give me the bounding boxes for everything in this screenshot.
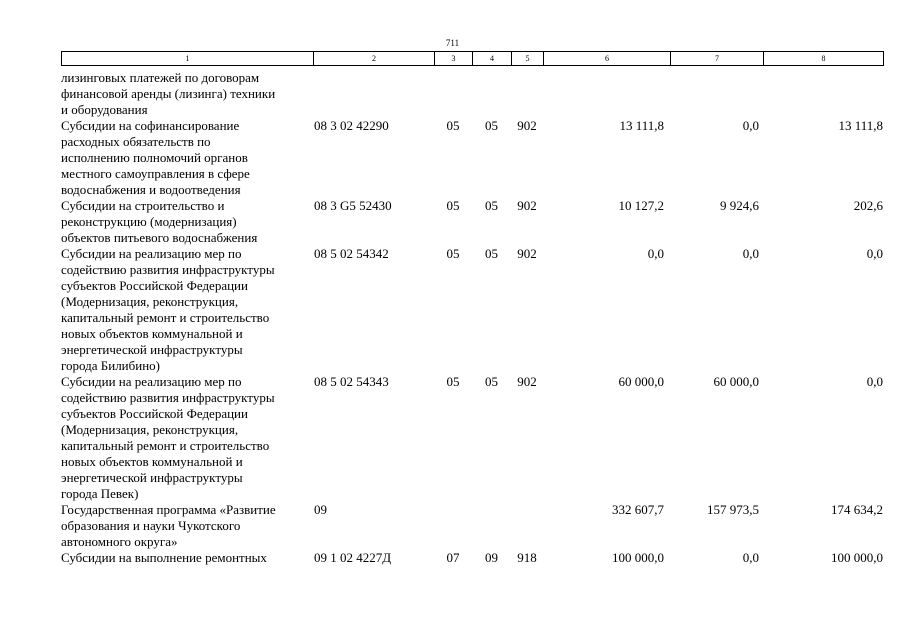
- table-row: [61, 70, 883, 118]
- amount-total: 60 000,0: [618, 374, 664, 389]
- department-code: 902: [517, 118, 537, 133]
- column-header-7: 7: [671, 52, 764, 66]
- row-description: [61, 70, 313, 118]
- description-line: водоснабжения и водоотведения: [61, 182, 241, 197]
- column-header-row: [62, 52, 884, 66]
- amount-total: 10 127,2: [618, 198, 664, 213]
- amount-regional: 0,0: [866, 246, 883, 261]
- department-code: 918: [517, 550, 537, 565]
- classification-code: 08 3 02 42290: [314, 118, 389, 133]
- row-description: [61, 246, 313, 374]
- column-header-4: 4: [473, 52, 512, 66]
- description-line: энергетической инфраструктуры: [61, 470, 243, 485]
- description-line: субъектов Российской Федерации: [61, 406, 248, 421]
- section-code: 05: [446, 198, 460, 213]
- description-line: Субсидии на строительство и: [61, 198, 225, 213]
- table-row: [61, 550, 883, 566]
- description-line: расходных обязательств по: [61, 134, 211, 149]
- amount-total: 100 000,0: [612, 550, 664, 565]
- amount-regional: 202,6: [853, 198, 883, 213]
- department-code: 902: [517, 246, 537, 261]
- amount-federal: 157 973,5: [707, 502, 759, 517]
- description-line: реконструкцию (модернизация): [61, 214, 237, 229]
- description-line: (Модернизация, реконструкция,: [61, 422, 239, 437]
- subsection-code: 05: [485, 374, 498, 389]
- column-header-6: 6: [544, 52, 671, 66]
- description-line: новых объектов коммунальной и: [61, 326, 243, 341]
- classification-code: 08 5 02 54343: [314, 374, 389, 389]
- column-header-3: 3: [435, 52, 473, 66]
- classification-code: 09: [314, 502, 327, 517]
- amount-federal: 9 924,6: [720, 198, 759, 213]
- amount-federal: 0,0: [742, 246, 759, 261]
- description-line: Государственная программа «Развитие: [61, 502, 276, 517]
- row-description: [61, 550, 313, 566]
- classification-code: 08 3 G5 52430: [314, 198, 392, 213]
- amount-regional: 13 111,8: [838, 118, 883, 133]
- amount-total: 13 111,8: [619, 118, 664, 133]
- description-line: энергетической инфраструктуры: [61, 342, 243, 357]
- description-line: Субсидии на реализацию мер по: [61, 374, 242, 389]
- amount-federal: 0,0: [742, 550, 759, 565]
- section-code: 05: [446, 118, 460, 133]
- page-number: 711: [445, 38, 460, 48]
- section-code: 05: [446, 374, 460, 389]
- subsection-code: 09: [485, 550, 498, 565]
- classification-code: 08 5 02 54342: [314, 246, 389, 261]
- description-line: новых объектов коммунальной и: [61, 454, 243, 469]
- table-row: [61, 246, 883, 374]
- description-line: лизинговых платежей по договорам: [61, 70, 260, 85]
- row-description: [61, 198, 313, 246]
- description-line: образования и науки Чукотского: [61, 518, 241, 533]
- description-line: Субсидии на софинансирование: [61, 118, 240, 133]
- department-code: 902: [517, 198, 537, 213]
- column-header-table: [61, 51, 884, 66]
- table-row: [61, 374, 883, 502]
- description-line: содействию развития инфраструктуры: [61, 390, 275, 405]
- amount-total: 0,0: [647, 246, 664, 261]
- table-row: [61, 502, 883, 550]
- subsection-code: 05: [485, 198, 498, 213]
- subsection-code: 05: [485, 118, 498, 133]
- amount-federal: 60 000,0: [713, 374, 759, 389]
- classification-code: 09 1 02 4227Д: [314, 550, 392, 565]
- description-line: исполнению полномочий органов: [61, 150, 248, 165]
- row-description: [61, 118, 313, 198]
- column-header-5: 5: [512, 52, 544, 66]
- amount-regional: 0,0: [866, 374, 883, 389]
- description-line: финансовой аренды (лизинга) техники: [61, 86, 276, 101]
- row-description: [61, 502, 313, 550]
- column-header-2: 2: [314, 52, 435, 66]
- amount-regional: 174 634,2: [831, 502, 883, 517]
- description-line: содействию развития инфраструктуры: [61, 262, 275, 277]
- description-line: города Билибино): [61, 358, 160, 373]
- section-code: 05: [446, 246, 460, 261]
- table-row: [61, 118, 883, 198]
- description-line: (Модернизация, реконструкция,: [61, 294, 239, 309]
- budget-rows: [61, 70, 883, 566]
- column-header-8: 8: [764, 52, 884, 66]
- amount-total: 332 607,7: [612, 502, 664, 517]
- description-line: капитальный ремонт и строительство: [61, 438, 270, 453]
- description-line: автономного округа»: [61, 534, 178, 549]
- amount-federal: 0,0: [742, 118, 759, 133]
- description-line: и оборудования: [61, 102, 148, 117]
- subsection-code: 05: [485, 246, 498, 261]
- description-line: объектов питьевого водоснабжения: [61, 230, 258, 245]
- description-line: города Певек): [61, 486, 139, 501]
- row-description: [61, 374, 313, 502]
- description-line: Субсидии на выполнение ремонтных: [61, 550, 267, 565]
- description-line: капитальный ремонт и строительство: [61, 310, 270, 325]
- amount-regional: 100 000,0: [831, 550, 883, 565]
- column-header-1: 1: [62, 52, 314, 66]
- department-code: 902: [517, 374, 537, 389]
- description-line: субъектов Российской Федерации: [61, 278, 248, 293]
- table-row: [61, 198, 883, 246]
- description-line: Субсидии на реализацию мер по: [61, 246, 242, 261]
- description-line: местного самоуправления в сфере: [61, 166, 250, 181]
- section-code: 07: [446, 550, 460, 565]
